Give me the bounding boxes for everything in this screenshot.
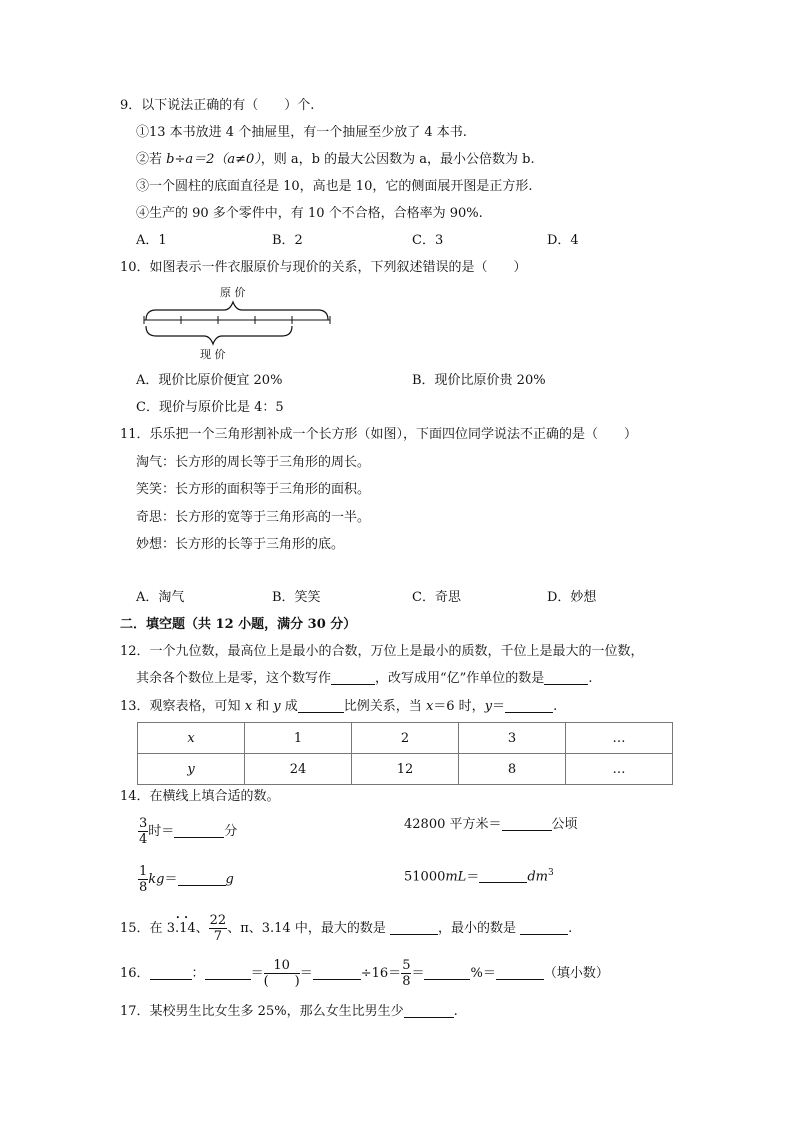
q9-option-a: A．1: [136, 233, 167, 248]
q17-blank[interactable]: [404, 1003, 454, 1018]
q16-stem: 16． ： ＝ $\frac{10}{( )}$ ＝ ÷16＝ $\frac{5}{8}$ ＝ %＝ （填小数）: [120, 958, 609, 989]
original-price-label: 原 价: [220, 286, 246, 299]
q9-statement-4: ④生产的 90 多个零件中，有 10 个不合格，合格率为 90%.: [136, 206, 483, 221]
q14-item-3: $\frac{1}{8}$ kg＝ g: [139, 864, 234, 895]
table-cell: …: [566, 723, 673, 754]
fraction-1-8: $\frac{1}{8}$: [139, 864, 148, 895]
q11-option-d: D．妙想: [547, 590, 597, 605]
fraction-3-4: $\frac{3}{4}$: [139, 816, 148, 847]
q9-statement-3: ③一个圆柱的底面直径是 10，高也是 10，它的侧面展开图是正方形.: [136, 179, 533, 194]
q14-blank-2[interactable]: [502, 816, 552, 831]
q9-option-b: B．2: [272, 233, 303, 248]
q15-blank-1[interactable]: [390, 920, 438, 935]
q14-item-2: 42800 平方米＝ 公顷: [404, 817, 578, 832]
q15-stem: 15．在 • • 3.14、 $\frac{22}{7}$ 、π、3.14 中，最大的数是 ，最小的数是 .: [120, 912, 572, 946]
q13-blank-2[interactable]: [505, 698, 553, 713]
table-row: [138, 754, 673, 785]
q16-blank-1[interactable]: [150, 965, 192, 980]
fraction-10-blank: $\frac{10}{( )}$: [263, 958, 300, 989]
q11-stem: 11．乐乐把一个三角形割补成一个长方形（如图），下面四位同学说法不正确的是（ ）: [120, 427, 638, 442]
fraction-5-8: $\frac{5}{8}$: [402, 958, 411, 989]
q14-item-4: $51000mL= dm^3$: [404, 868, 554, 885]
q17-stem: 17．某校男生比女生多 25%，那么女生比男生少 .: [120, 1004, 458, 1019]
table-row: [138, 723, 673, 754]
q13-blank-1[interactable]: [298, 698, 344, 713]
repeating-decimal-dots: • • 3.14: [167, 912, 196, 946]
q10-price-diagram: [138, 284, 338, 364]
q11-line-4: 妙想：长方形的长等于三角形的底。: [136, 537, 345, 552]
fraction-22-7: $\frac{22}{7}$: [209, 913, 227, 944]
table-cell: x: [138, 723, 245, 754]
q12-blank-2[interactable]: [544, 670, 588, 685]
q12-line-2: 其余各个数位上是零，这个数写作 ，改写成用“亿”作单位的数是 .: [136, 671, 593, 686]
q11-option-a: A．淘气: [136, 590, 185, 605]
q11-line-3: 奇思：长方形的宽等于三角形高的一半。: [136, 510, 371, 525]
q14-blank-3[interactable]: [178, 871, 226, 886]
q15-blank-2[interactable]: [520, 920, 568, 935]
section-2-heading: 二．填空题（共 12 小题，满分 30 分）: [120, 617, 357, 632]
q10-stem: 10．如图表示一件衣服原价与现价的关系，下列叙述错误的是（ ）: [120, 260, 527, 275]
q10-option-a: A．现价比原价便宜 20%: [136, 373, 283, 388]
q16-blank-4[interactable]: [424, 965, 470, 980]
q11-line-1: 淘气：长方形的周长等于三角形的周长。: [136, 455, 371, 470]
q14-stem: 14．在横线上填合适的数。: [120, 789, 280, 804]
q16-blank-5[interactable]: [496, 965, 544, 980]
table-cell: 1: [245, 723, 352, 754]
q10-option-c: C．现价与原价比是 4：5: [136, 400, 284, 415]
q10-option-b: B．现价比原价贵 20%: [412, 373, 546, 388]
q11-option-c: C．奇思: [412, 590, 461, 605]
q13-table: [137, 722, 673, 785]
q11-option-b: B．笑笑: [272, 590, 321, 605]
q9-option-d: D．4: [547, 233, 579, 248]
original-price-brace: [146, 302, 328, 320]
table-cell: y: [138, 754, 245, 785]
q9-statement-1: ①13 本书放进 4 个抽屉里，有一个抽屉至少放了 4 本书.: [136, 125, 467, 140]
q9-statement-2: ②若 b÷a＝2（a≠0），则 a，b 的最大公因数为 a，最小公倍数为 b.: [136, 152, 535, 167]
table-cell: 12: [352, 754, 459, 785]
q11-line-2: 笑笑：长方形的面积等于三角形的面积。: [136, 482, 371, 497]
table-cell: 8: [459, 754, 566, 785]
q16-blank-3[interactable]: [313, 965, 361, 980]
q14-blank-1[interactable]: [174, 823, 224, 838]
q9-stem: 9．以下说法正确的有（ ）个.: [120, 98, 315, 113]
current-price-brace: [146, 326, 292, 344]
q16-blank-2[interactable]: [205, 965, 251, 980]
q13-stem: 13．观察表格，可知 x 和 y 成 比例关系，当 x＝6 时，y＝ .: [120, 699, 558, 714]
q12-blank-1[interactable]: [331, 670, 375, 685]
table-cell: …: [566, 754, 673, 785]
table-cell: 2: [352, 723, 459, 754]
table-cell: 24: [245, 754, 352, 785]
q12-line-1: 12．一个九位数，最高位上是最小的合数，万位上是最小的质数，千位上是最大的一位数，: [120, 644, 644, 659]
q14-blank-4[interactable]: [479, 868, 527, 883]
q14-item-1: $\frac{3}{4}$ 时＝ 分: [139, 816, 238, 847]
current-price-label: 现 价: [200, 348, 226, 361]
table-cell: 3: [459, 723, 566, 754]
q9-option-c: C．3: [412, 233, 444, 248]
